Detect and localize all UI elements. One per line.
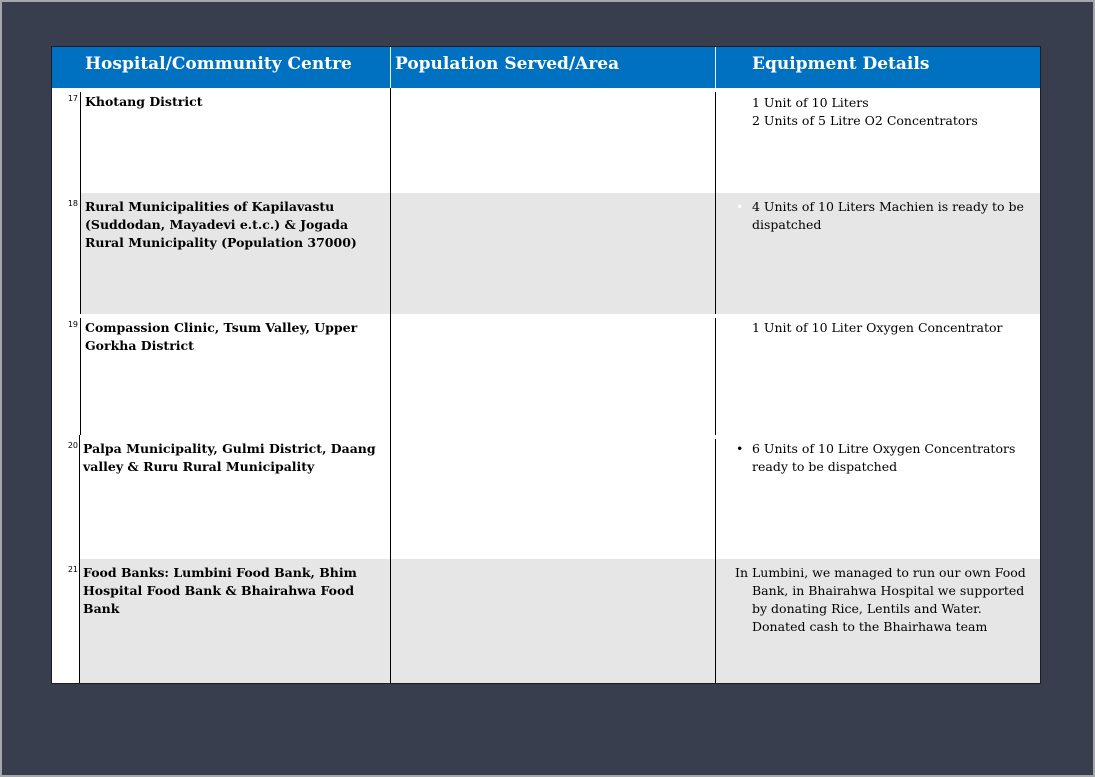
equipment-details — [735, 564, 1035, 636]
header-equipment: Equipment Details — [752, 54, 930, 74]
row-border — [390, 193, 391, 314]
equipment-line: 1 Unit of 10 Liter Oxygen Concentrator — [752, 320, 1003, 335]
equipment-details — [736, 440, 1032, 476]
row-number: 21 — [67, 565, 78, 574]
row-border — [390, 314, 391, 435]
hospital-name: Palpa Municipality, Gulmi District, Daang valley & Ruru Rural Municipality — [83, 441, 376, 474]
row-border — [390, 88, 391, 193]
table-header-row — [52, 47, 1040, 88]
header-population: Population Served/Area — [395, 54, 620, 74]
header-divider — [715, 47, 716, 88]
header-hospital: Hospital/Community Centre — [85, 54, 352, 74]
hospital-name: Compassion Clinic, Tsum Valley, Upper Gorkha District — [85, 320, 358, 353]
row-border — [715, 193, 716, 314]
hospital-name: Rural Municipalities of Kapilavastu (Suddodan, Mayadevi e.t.c.) & Jogada Rural Municipality (Population 37000) — [85, 199, 357, 250]
row-border — [79, 435, 80, 559]
equipment-line: 4 Units of 10 Liters Machien is ready to be dispatched — [752, 199, 1024, 232]
row-border — [79, 559, 80, 683]
row-border — [390, 559, 391, 683]
row-border — [80, 318, 81, 435]
table-row — [52, 435, 1040, 559]
row-border — [80, 92, 81, 193]
table-row — [52, 88, 1040, 193]
table-row — [52, 193, 1040, 314]
row-border — [715, 92, 716, 193]
equipment-details — [752, 94, 1032, 130]
bullet-icon: • — [736, 441, 744, 456]
row-border — [390, 435, 391, 559]
equipment-line: 2 Units of 5 Litre O2 Concentrators — [752, 113, 978, 128]
row-border — [715, 559, 716, 683]
equipment-line: 6 Units of 10 Litre Oxygen Concentrators ready to be dispatched — [752, 441, 1016, 474]
hospital-name: Khotang District — [85, 94, 203, 109]
row-border — [80, 193, 81, 314]
header-divider — [390, 47, 391, 88]
table-row — [52, 314, 1040, 435]
table-row — [52, 559, 1040, 683]
row-number: 19 — [67, 320, 78, 329]
hospital-name: Food Banks: Lumbini Food Bank, Bhim Hospital Food Bank & Bhairahwa Food Bank — [83, 565, 357, 616]
row-number: 17 — [67, 94, 78, 103]
row-number: 18 — [67, 199, 78, 208]
equipment-details — [752, 319, 1032, 337]
row-number: 20 — [67, 441, 78, 450]
row-border — [715, 318, 716, 435]
bullet-icon: • — [736, 199, 744, 214]
equipment-line: In Lumbini, we managed to run our own Food Bank, in Bhairahwa Hospital we supported by donating Rice, Lentils and Water. Donated cash to the Bhairhawa team — [735, 565, 1026, 634]
document-page — [52, 47, 1040, 683]
equipment-details — [736, 198, 1032, 234]
row-border — [715, 439, 716, 559]
equipment-line: 1 Unit of 10 Liters — [752, 95, 869, 110]
